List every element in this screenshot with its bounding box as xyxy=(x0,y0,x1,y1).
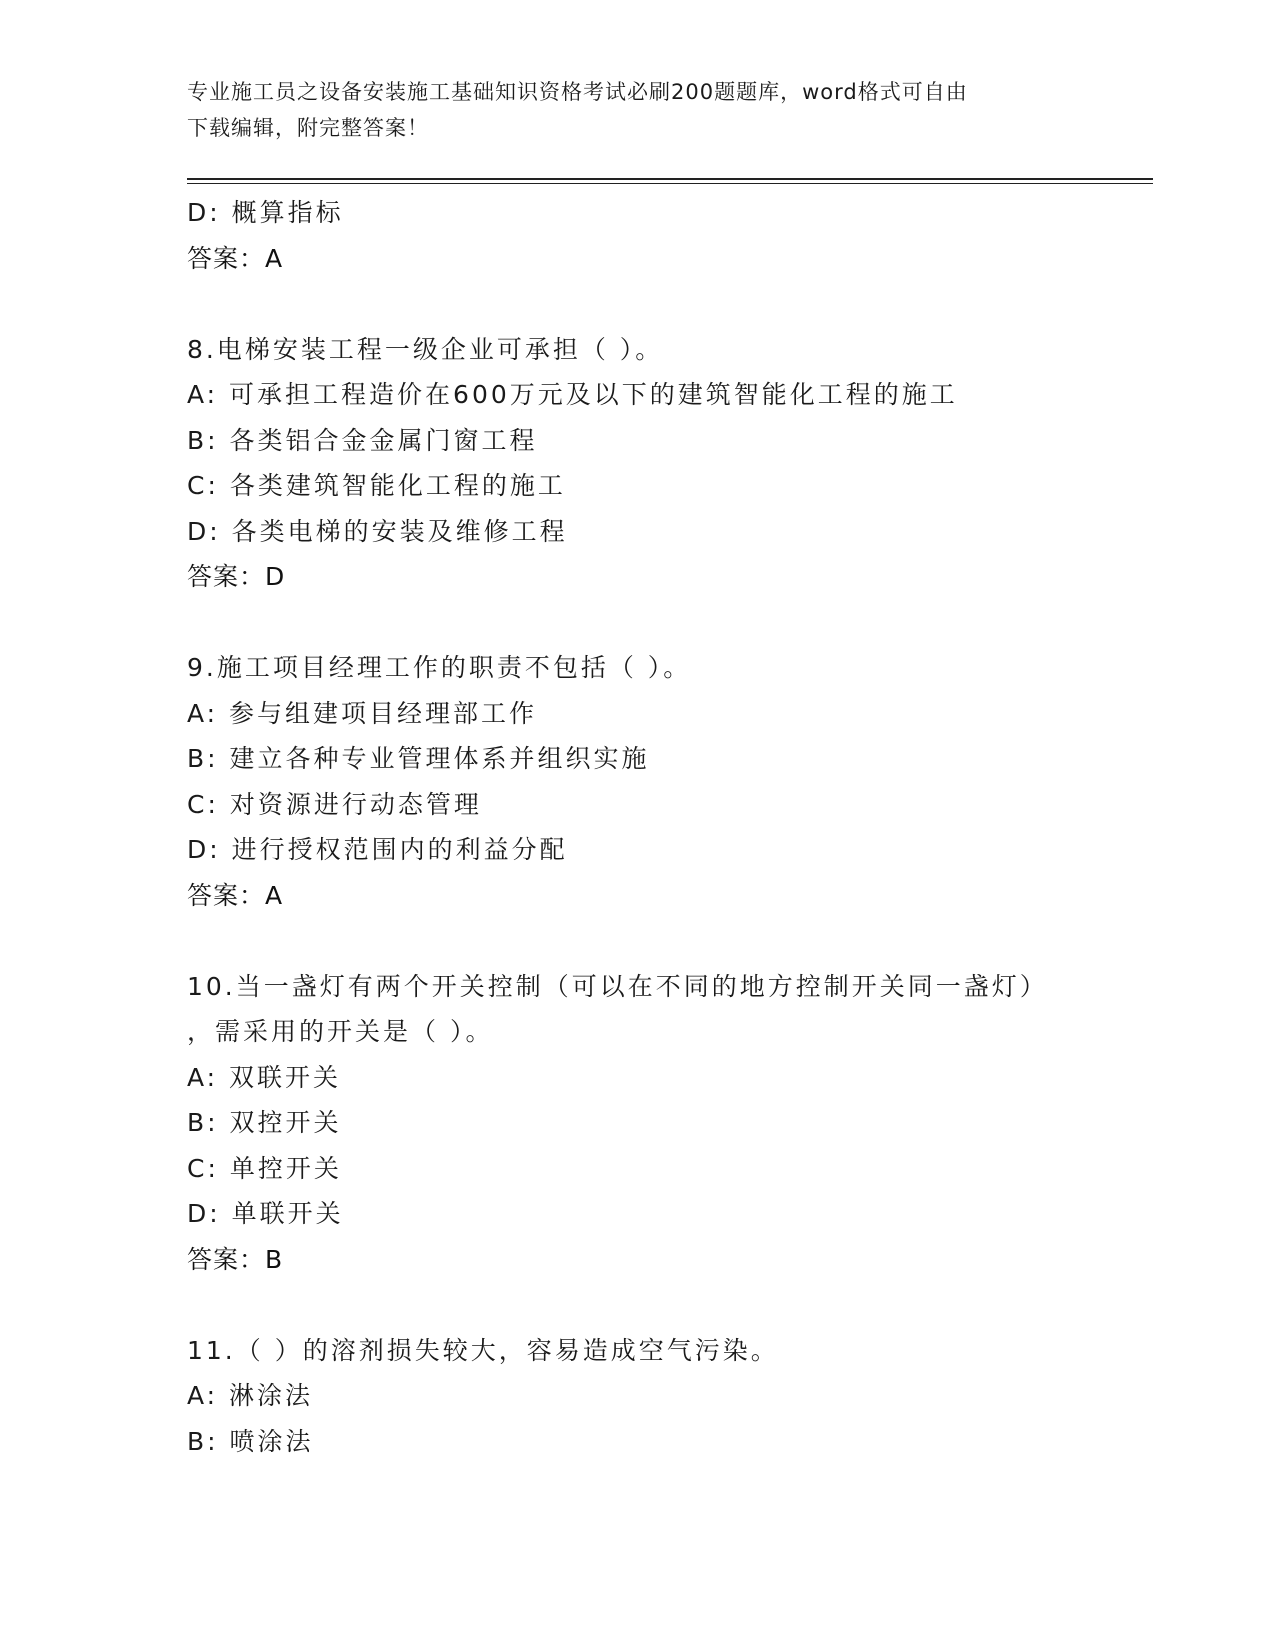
q9-option-a: A: 参与组建项目经理部工作 xyxy=(187,698,538,728)
q11-option-b: B: 喷涂法 xyxy=(187,1426,314,1456)
q8-answer: 答案：D xyxy=(187,562,286,591)
q9-option-b: B: 建立各种专业管理体系并组织实施 xyxy=(187,744,650,773)
q10-option-a: A: 双联开关 xyxy=(187,1062,342,1092)
q8-stem: 8.电梯安装工程一级企业可承担（ ）。 xyxy=(187,334,664,364)
header-rule-thick xyxy=(187,178,1153,180)
q8-option-c: C: 各类建筑智能化工程的施工 xyxy=(187,471,566,500)
q9-stem: 9.施工项目经理工作的职责不包括（ ）。 xyxy=(187,653,692,682)
prev-answer: 答案：A xyxy=(187,243,284,273)
q9-option-d: D: 进行授权范围内的利益分配 xyxy=(187,835,568,864)
q11-stem: 11.（ ）的溶剂损失较大，容易造成空气污染。 xyxy=(187,1335,779,1365)
q10-option-b: B: 双控开关 xyxy=(187,1108,342,1137)
q8-option-a: A: 可承担工程造价在600万元及以下的建筑智能化工程的施工 xyxy=(187,380,958,409)
header-line-2: 下载编辑，附完整答案！ xyxy=(187,116,429,140)
header-line-1: 专业施工员之设备安装施工基础知识资格考试必刷200题题库，word格式可自由 xyxy=(187,80,968,104)
q10-option-d: D: 单联开关 xyxy=(187,1199,344,1228)
q10-stem-line-2: ，需采用的开关是（ ）。 xyxy=(187,1017,494,1046)
spacer xyxy=(187,600,1153,646)
prev-option-d: D: 概算指标 xyxy=(187,198,344,227)
header-rule-thin xyxy=(187,183,1153,184)
q10-stem-line-1: 10.当一盏灯有两个开关控制（可以在不同的地方控制开关同一盏灯） xyxy=(187,971,1048,1001)
spacer xyxy=(187,1282,1153,1328)
question-list xyxy=(187,190,1153,1464)
spacer xyxy=(187,918,1153,964)
q8-option-b: B: 各类铝合金金属门窗工程 xyxy=(187,425,538,455)
q11-option-a: A: 淋涂法 xyxy=(187,1381,314,1410)
q10-option-c: C: 单控开关 xyxy=(187,1153,342,1183)
q9-option-c: C: 对资源进行动态管理 xyxy=(187,789,482,819)
document-header xyxy=(187,74,1067,146)
q10-answer: 答案：B xyxy=(187,1244,284,1274)
spacer xyxy=(187,281,1153,327)
q9-answer: 答案：A xyxy=(187,880,284,910)
q8-option-d: D: 各类电梯的安装及维修工程 xyxy=(187,516,568,546)
